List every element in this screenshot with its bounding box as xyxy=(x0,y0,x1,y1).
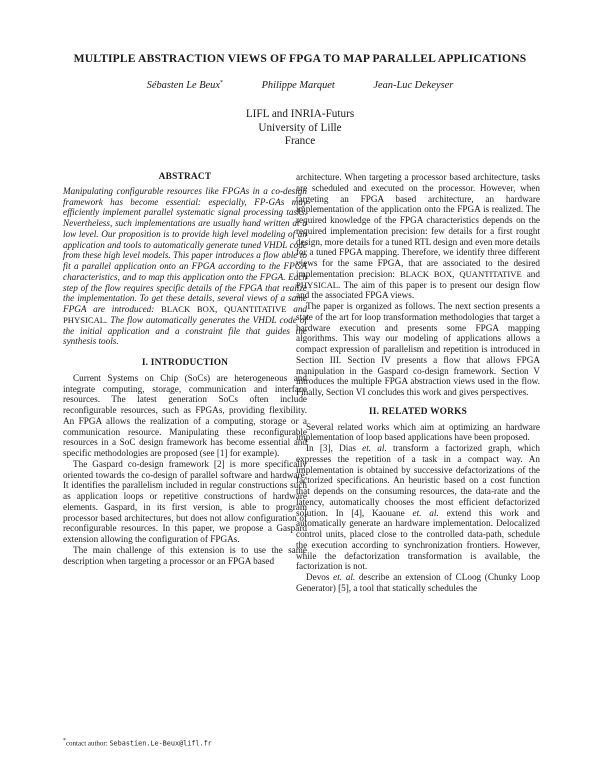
abstract-heading: ABSTRACT xyxy=(158,172,212,182)
abstract-text xyxy=(63,186,307,347)
text-span: and xyxy=(521,268,540,279)
author-name: Philippe Marquet xyxy=(261,80,335,92)
text-span: , xyxy=(452,268,460,279)
paragraph: The paper is organized as follows. The next section presents a state of the art for loop transformation methodologies that target a hardware execution and presents some FPGA mapping algorithms. This way our modeling of applications allows a compact expression of parallelism and repetition is introduced in Section III. Section IV presents a flow that allows FPGA manipulation in the Gaspard co-design framework. Section V introduces the multiple FPGA abstraction views used in the flow. Finally, Section VI concludes this work and gives perspectives. xyxy=(296,301,540,397)
et-al: et. al. xyxy=(412,507,439,518)
footnote xyxy=(63,738,307,747)
author-name: Sébasten Le Beux xyxy=(146,80,220,92)
text-span: extend this work and automatically generate an hardware implementation. Delocalized control units, placed close to the controlled data-path, schedule the execution according to synchronization frontiers. However, while the defactorization transformation is available, the factorization is not. xyxy=(296,507,540,572)
paragraph: The Gaspard co-design framework [2] is more specifically oriented towards the co-design of parallel software and hardware. It identifies the parallelism included in regular constructions such as application loops or repetitive constructions of hardware elements. Gaspard, in its first version, is able to program processor based architectures, but does not allow configuration of reconfigurable resources. In this paper, we propose a Gaspard extension allowing the configuration of FPGAs. xyxy=(63,458,307,544)
text-span: transform a factorized graph, which expresses the repetition of a task in a compact way. An implementation is obtained by successive defactorizations of the factorized specifications. An heuristic based on a cost function that depends on the consuming resources, the data-rate and the latency, automatically chooses the most efficient defactorized solution. In [4], Kaouane xyxy=(296,443,541,518)
paragraph: The main challenge of this extension is to use the same description when targeting a processor or an FPGA based xyxy=(63,544,307,566)
paragraph xyxy=(296,172,540,301)
paragraph: Several related works which aim at optimizing an hardware implementation of loop based applications have been proposed. xyxy=(296,421,540,443)
affiliation-line: University of Lille xyxy=(258,121,342,134)
author-name: Jean-Luc Dekeyser xyxy=(373,80,454,92)
text-span: architecture. When targeting a processor based architecture, tasks are scheduled and executed on the processor. However, when targeting an FPGA based architecture, an hardware implementation of the application onto the FPGA is realized. The required knowledge of the FPGA characteristics depends on the required implementation precision: few details for a first rought design, more details for a tuned RTL design and even more details for a tuned FPGA mapping. Therefore, we identify three different views for the same FPGA, that are associated to the desired implementation precision: xyxy=(296,172,540,279)
text-span: In [3], Dias xyxy=(306,443,363,453)
text-span: describe an extension of CLoog (Chunky Loop Generator) [5], a tool that statically schedules the xyxy=(296,572,540,593)
text-span: . The aim of this paper is to present our design flow and the associated FPGA views. xyxy=(296,279,540,301)
affiliation-line: France xyxy=(284,135,316,147)
et-al: et. al. xyxy=(333,572,356,582)
view-black-box: BLACK BOX xyxy=(161,304,216,314)
abstract xyxy=(63,186,307,347)
author xyxy=(147,80,223,91)
view-physical: PHYSICAL xyxy=(296,279,339,290)
affiliation-line: LIFL and INRIA-Futurs xyxy=(245,108,355,120)
footnote-email: Sebastien.Le-Beux@lifl.fr xyxy=(109,739,212,748)
author-list xyxy=(0,80,600,91)
view-quantitative: QUANTITATIVE xyxy=(224,304,287,314)
view-black-box: BLACK BOX xyxy=(399,268,453,279)
paper-title: MULTIPLE ABSTRACTION VIEWS OF FPGA TO MAP PARALLEL APPLICATIONS xyxy=(73,52,527,65)
abstract-span: . The flow automatically generates the VHDL code of the initial application and a constraint file that guides the synthesis tools. xyxy=(63,314,307,347)
et-al: et. al. xyxy=(362,443,387,453)
text-span: Devos xyxy=(306,572,334,582)
section-heading-related-works: II. RELATED WORKS xyxy=(368,406,468,417)
author-mark: * xyxy=(219,80,223,86)
footnote-label: contact author: xyxy=(65,739,110,748)
view-quantitative: QUANTITATIVE xyxy=(459,268,522,279)
paragraph: Current Systems on Chip (SoCs) are heterogeneous and integrate computing, storage, communication and interface resources. The latest generation SoCs often include reconfigurable resources, such as FPGAs, providing flexibility. An FPGA allows the realization of a computing, storage or a communication resource. Manipulating these reconfigurable resources in a SoC design framework has become essential and specific methodologies are proposed (see [1] for example). xyxy=(63,372,307,458)
view-physical: PHYSICAL xyxy=(63,314,106,325)
abstract-span: , xyxy=(215,304,225,314)
abstract-span: and xyxy=(286,304,308,314)
author xyxy=(373,80,453,91)
affiliation xyxy=(0,108,600,149)
left-column xyxy=(63,172,307,566)
right-column xyxy=(296,172,540,594)
author xyxy=(262,80,335,91)
section-heading-introduction: I. INTRODUCTION xyxy=(141,358,229,368)
abstract-span: Manipulating configurable resources like FPGAs in a co-design framework has become essential: especially, FP-GAs may efficiently implement parallel systematic signal processing tasks. Nevertheless, such implementations are usually hand written at a low level. Our proposition is to provide high level modeling of an application and tools to automatically generate tuned VHDL code from these high level models. This paper introduces a flow able to fit a parallel application onto an FPGA according to the FPGA characteristics, and to map this application onto the FPGA. Each step of the flow requires specific details of the FPGA that realize the implementation. To get these details, several views of a same FPGA are introduced: xyxy=(63,185,307,314)
paragraph xyxy=(296,443,540,572)
footnote-mark: * xyxy=(63,738,66,744)
paragraph xyxy=(296,572,540,594)
